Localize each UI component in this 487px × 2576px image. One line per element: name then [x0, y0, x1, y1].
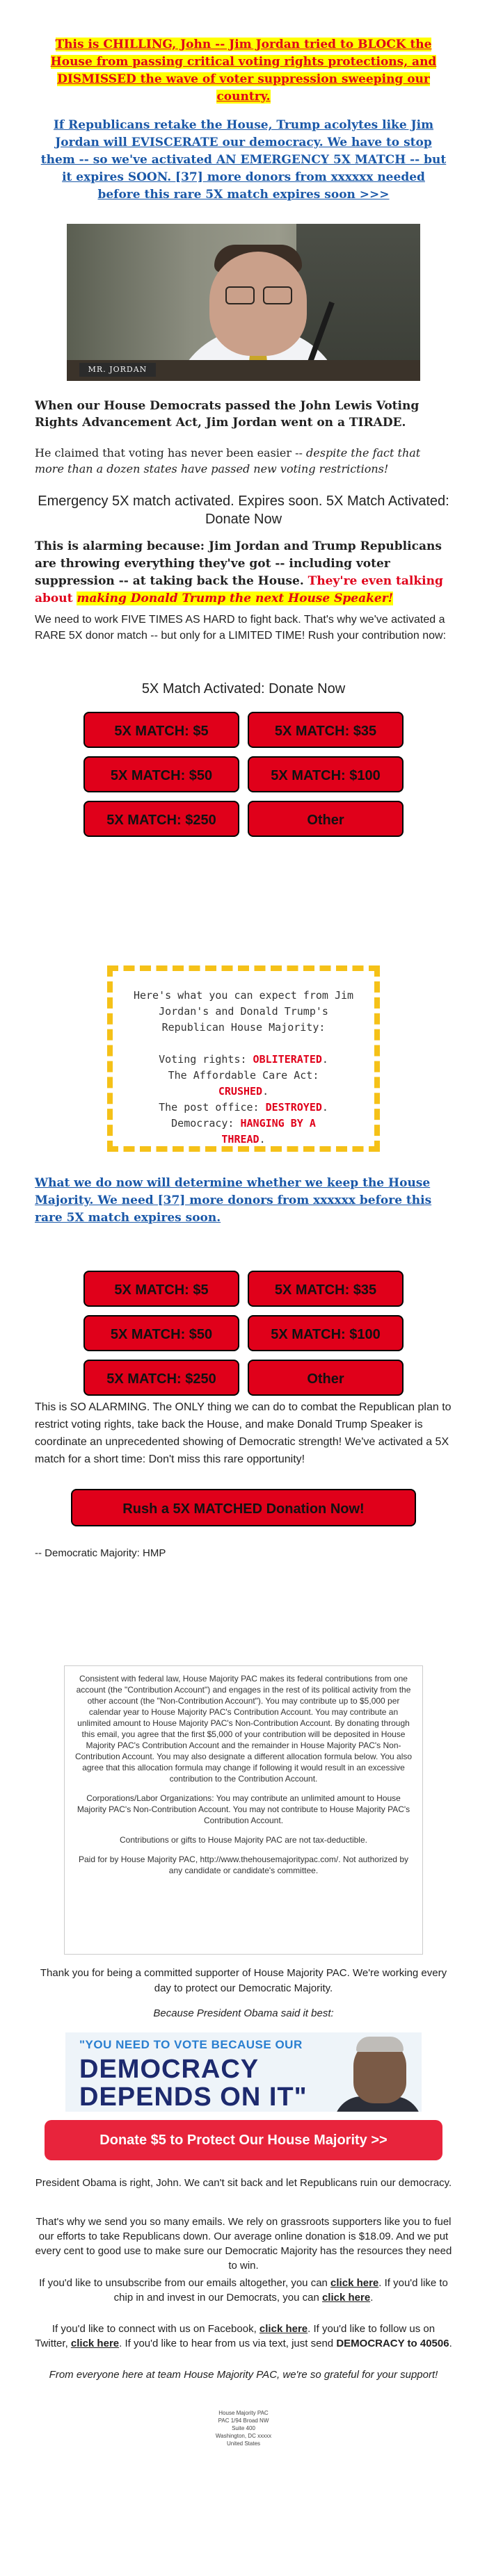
banner-line-democracy: DEMOCRACY	[79, 2055, 260, 2084]
match-35-button[interactable]: 5X MATCH: $35	[248, 1271, 404, 1307]
box-item: The Affordable Care Act:	[168, 1069, 319, 1082]
legal-paragraph: Contributions or gifts to House Majority PAC are not tax-deductible.	[120, 1835, 367, 1845]
facebook-link[interactable]: click here	[259, 2323, 308, 2335]
rush-donation-button[interactable]: Rush a 5X MATCHED Donation Now!	[71, 1489, 416, 1526]
intro-link-text[interactable]: If Republicans retake the House, Trump acolytes like Jim Jordan will EVISCERATE our democracy. We have to stop them -- so we've activated AN EMERGENCY 5X MATCH -- but it expires SOON. [37] more donors from xxxxxx needed before this rare 5X match expires soon >>>	[40, 118, 447, 202]
alarming-highlight: making Donald Trump the next House Speaker!	[77, 592, 394, 605]
box-item-value: CRUSHED.	[218, 1085, 269, 1098]
match-50-button[interactable]: 5X MATCH: $50	[83, 1315, 239, 1351]
paid-for-by: Paid for by House Majority PAC, http://www.thehousemajoritypac.com/. Not authorized by any candidate or candidate's committee.	[79, 1854, 408, 1875]
alarming-lead: This is alarming because: Jim Jordan and Trump Republicans are throwing everything they've got -- including voter suppression -- at taking back the House.	[35, 539, 442, 588]
footer-grassroots: That's why we send you so many emails. We rely on grassroots supporters like you to fuel our efforts to take Republicans down. Our average online donation is $18.09. And we put every cent to good use to make sure our Democratic Majority has the resources they need to win.	[35, 2216, 452, 2272]
signoff: -- Democratic Majority: HMP	[35, 1547, 166, 1559]
match-100-button[interactable]: 5X MATCH: $100	[248, 756, 404, 792]
footer-social: If you'd like to connect with us on Facebook, click here. If you'd like to follow us on Twitter, click here. If you'd like to hear from us via text, just send DEMOCRACY to 40506.	[35, 2323, 452, 2349]
footer-obama-right: President Obama is right, John. We can't sit back and let Republicans ruin our democracy.	[35, 2177, 452, 2189]
donate-heading: 5X Match Activated: Donate Now	[141, 681, 346, 696]
match-5-button[interactable]: 5X MATCH: $5	[83, 1271, 239, 1307]
determine-link[interactable]: What we do now will determine whether we keep the House Majority. We need [37] more donors from xxxxxx before this rare 5X match expires soon.	[35, 1176, 432, 1225]
legal-paragraph: Consistent with federal law, House Majority PAC makes its federal contributions from one account (the "Contribution Account") and engages in the rest of its political activity from the other account (the "Non-Contribution Account"). You may contribute up to $5,000 per calendar year to House Majority PAC's Contribution Account. You may contribute an unlimited amount to House Majority PAC's Non-Contribution Account. By donating through this email, you agree that the first $5,000 of your contribution will be deposited in House Majority PAC's Contribution Account and the remainder in House Majority PAC's Non-Contribution Account. You may also designate a different allocation formula below. You also agree that this allocation formula may change if following it would result in an excessive contribution to the Contribution Account.	[74, 1674, 413, 1784]
mailing-address: House Majority PAC PAC 1/94 Broad NW Suite 400 Washington, DC xxxxx United States	[215, 2410, 272, 2447]
other-amount-button[interactable]: Other	[248, 801, 404, 837]
donate-5-button[interactable]: Donate $5 to Protect Our House Majority >>	[45, 2120, 442, 2160]
banner-line-depends: DEPENDS ON IT"	[79, 2082, 308, 2112]
box-intro: Here's what you can expect from Jim Jordan's and Donald Trump's Republican House Majority:	[133, 989, 354, 1034]
despite-italic: despite the fact that more than a dozen states have passed new voting restrictions!	[35, 446, 421, 475]
chip-in-link[interactable]: click here	[321, 2292, 371, 2304]
alarming-paragraph	[35, 538, 452, 608]
obama-quote-banner[interactable]	[65, 2032, 422, 2112]
top-alert-text: This is CHILLING, John -- Jim Jordan tried to BLOCK the House from passing critical voting rights protections, and DISMISSED the wave of voter suppression sweeping our country.	[50, 38, 437, 104]
tirade-paragraph: When our House Democrats passed the John Lewis Voting Rights Advancement Act, Jim Jordan went on a TIRADE.	[35, 399, 420, 430]
emergency-heading: Emergency 5X match activated. Expires soon. 5X Match Activated: Donate Now	[38, 494, 449, 527]
legal-disclaimer	[64, 1665, 423, 1955]
banner-quote-line: "YOU NEED TO VOTE BECAUSE OUR	[79, 2038, 303, 2051]
match-35-button[interactable]: 5X MATCH: $35	[248, 712, 404, 748]
nameplate: MR. JORDAN	[79, 363, 156, 377]
match-5-button[interactable]: 5X MATCH: $5	[83, 712, 239, 748]
expectations-box	[107, 965, 380, 1152]
footer-unsubscribe: If you'd like to unsubscribe from our emails altogether, you can click here. If you'd like to chip in and invest in our Democrats, you can click here.	[39, 2277, 448, 2304]
so-alarming-paragraph: This is SO ALARMING. The ONLY thing we can do to combat the Republican plan to restrict voting rights, take back the House, and make Donald Trump Speaker is coordinate an unprecedented showing of Democratic strength! We've activated a 5X match for a short time: Don't miss this rare opportunity!	[35, 1401, 452, 1465]
obama-intro: Because President Obama said it best:	[153, 2007, 334, 2019]
unsubscribe-link[interactable]: click here	[330, 2277, 379, 2289]
other-amount-button[interactable]: Other	[248, 1360, 404, 1396]
alarming-red: They're even talking about	[35, 574, 443, 605]
match-250-button[interactable]: 5X MATCH: $250	[83, 801, 239, 837]
twitter-link[interactable]: click here	[70, 2338, 120, 2349]
top-alert	[40, 36, 447, 106]
five-times-paragraph: We need to work FIVE TIMES AS HARD to fight back. That's why we've activated a RARE 5X donor match -- but only for a LIMITED TIME! Rush your contribution now:	[35, 614, 447, 642]
match-250-button[interactable]: 5X MATCH: $250	[83, 1360, 239, 1396]
jim-jordan-photo	[67, 224, 420, 381]
thanks-paragraph: Thank you for being a committed supporter of House Majority PAC. We're working every day to protect our Democratic Majority.	[40, 1967, 447, 1994]
footer-closing: From everyone here at team House Majority PAC, we're so grateful for your support!	[49, 2369, 438, 2381]
box-item: Voting rights: OBLITERATED.	[159, 1053, 328, 1066]
match-100-button[interactable]: 5X MATCH: $100	[248, 1315, 404, 1351]
legal-paragraph: Corporations/Labor Organizations: You may contribute an unlimited amount to House Majority PAC's Non-Contribution Account. You may not contribute to House Majority PAC's Contribution Account.	[77, 1793, 410, 1825]
box-item: Democracy: HANGING BY A THREAD.	[171, 1117, 316, 1146]
match-50-button[interactable]: 5X MATCH: $50	[83, 756, 239, 792]
intro-link[interactable]	[40, 117, 447, 204]
despite-lead: He claimed that voting has never been easier --	[35, 446, 307, 459]
text-keyword: DEMOCRACY to 40506	[336, 2338, 449, 2349]
box-item: The post office: DESTROYED.	[159, 1101, 328, 1114]
despite-paragraph	[35, 445, 452, 477]
